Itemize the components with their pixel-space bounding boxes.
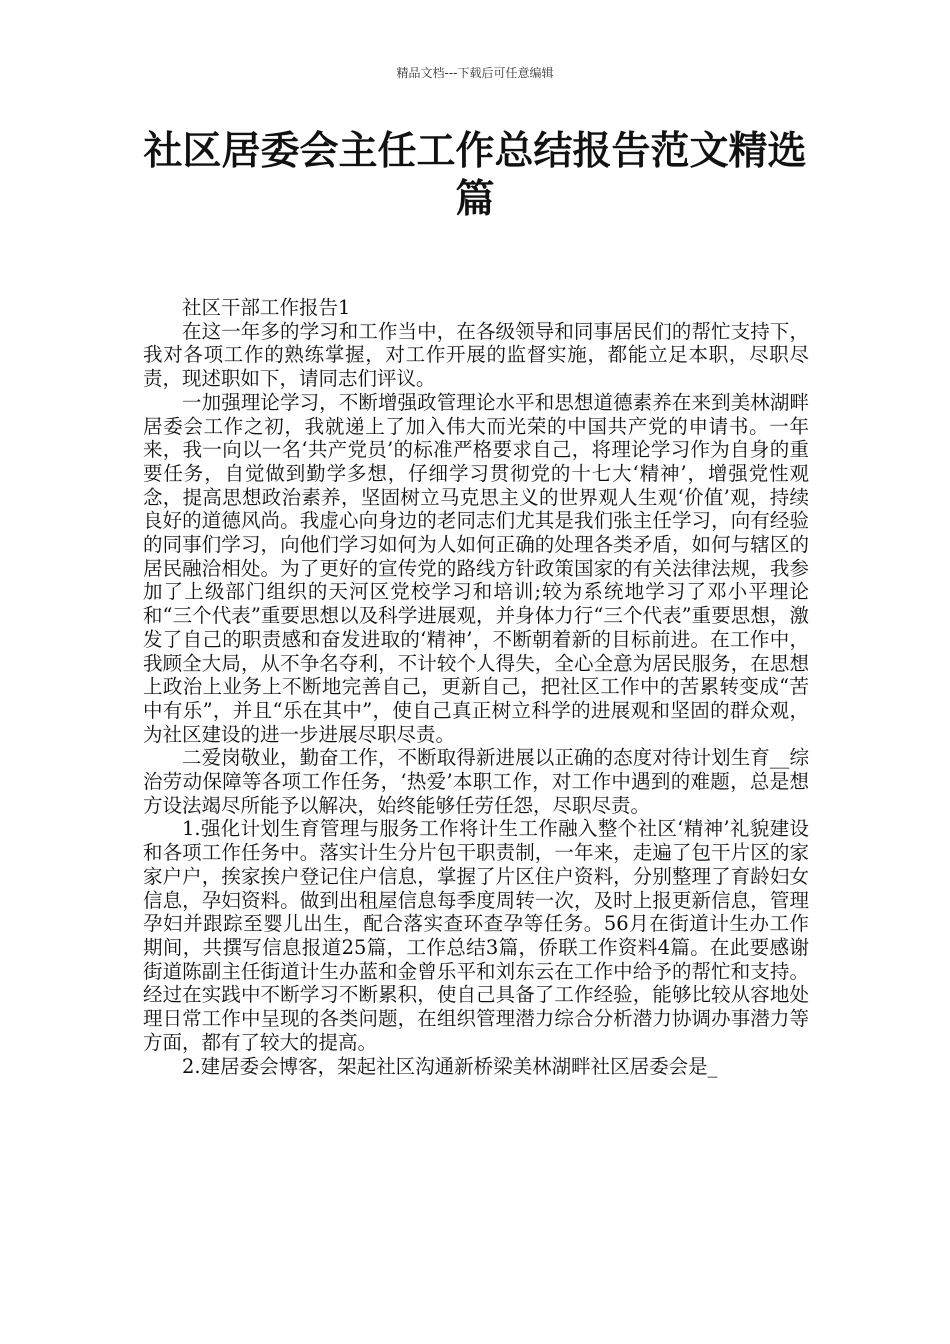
paragraph: 二爱岗敬业，勤奋工作，不断取得新进展以正确的态度对待计划生育__综治劳动保障等各项工作任务，‘热爱’本职工作，对工作中遇到的难题，总是想方设法竭尽所能予以解决，始终能够任劳任怨，尽职尽责。 (143, 746, 809, 817)
document-body (143, 296, 809, 1078)
paragraph: 1.强化计划生育管理与服务工作将计生工作融入整个社区‘精神’礼貌建设和各项工作任务中。落实计生分片包干职责制，一年来，走遍了包干片区的家家户户，挨家挨户登记住户信息，掌握了片区住户资料，分别整理了育龄妇女信息，孕妇资料。做到出租屋信息每季度周转一次，及时上报更新信息，管理孕妇并跟踪至婴儿出生，配合落实查环查孕等任务。56月在街道计生办工作期间，共撰写信息报道25篇，工作总结3篇，侨联工作资料4篇。在此要感谢街道陈副主任街道计生办蓝和金曾乐平和刘东云在工作中给予的帮忙和支持。经过在实践中不断学习不断累积，使自己具备了工作经验，能够比较从容地处理日常工作中呈现的各类问题，在组织管理潜力综合分析潜力协调办事潜力等方面，都有了较大的提高。 (143, 817, 809, 1054)
paragraph: 2.建居委会博客，架起社区沟通新桥梁美林湖畔社区居委会是_ (182, 1054, 718, 1078)
paragraph: 一加强理论学习，不断增强政管理论水平和思想道德素养在来到美林湖畔居委会工作之初，我就递上了加入伟大而光荣的中国共产党的申请书。一年来，我一向以一名‘共产党员’的标准严格要求自己，将理论学习作为自身的重要任务，自觉做到勤学多想，仔细学习贯彻党的十七大‘精神’，增强党性观念，提高思想政治素养，坚固树立马克思主义的世界观人生观‘价值’观，持续良好的道德风尚。我虚心向身边的老同志们尤其是我们张主任学习，向有经验的同事们学习，向他们学习如何为人如何正确的处理各类矛盾，如何与辖区的居民融洽相处。为了更好的宣传党的路线方针政策国家的有关法律法规，我参加了上级部门组织的天河区党校学习和培训;较为系统地学习了邓小平理论和“三个代表”重要思想以及科学进展观，并身体力行“三个代表”重要思想，激发了自己的职责感和奋发进取的‘精神’，不断朝着新的目标前进。在工作中，我顾全大局，从不争名夺利，不计较个人得失，全心全意为居民服务，在思想上政治上业务上不断地完善自己，更新自己，把社区工作中的苦累转变成“苦中有乐”，并且“乐在其中”，使自己真正树立科学的进展观和坚固的群众观，为社区建设的进一步进展尽职尽责。 (143, 390, 809, 746)
document-title: 社区居委会主任工作总结报告范文精选篇 (143, 129, 807, 222)
section-heading: 社区干部工作报告1 (182, 296, 351, 319)
paragraph: 在这一年多的学习和工作当中，在各级领导和同事居民们的帮忙支持下，我对各项工作的熟练掌握，对工作开展的监督实施，都能立足本职，尽职尽责，现述职如下，请同志们评议。 (143, 319, 809, 391)
header-note: 精品文档---下载后可任意编辑 (396, 66, 554, 80)
